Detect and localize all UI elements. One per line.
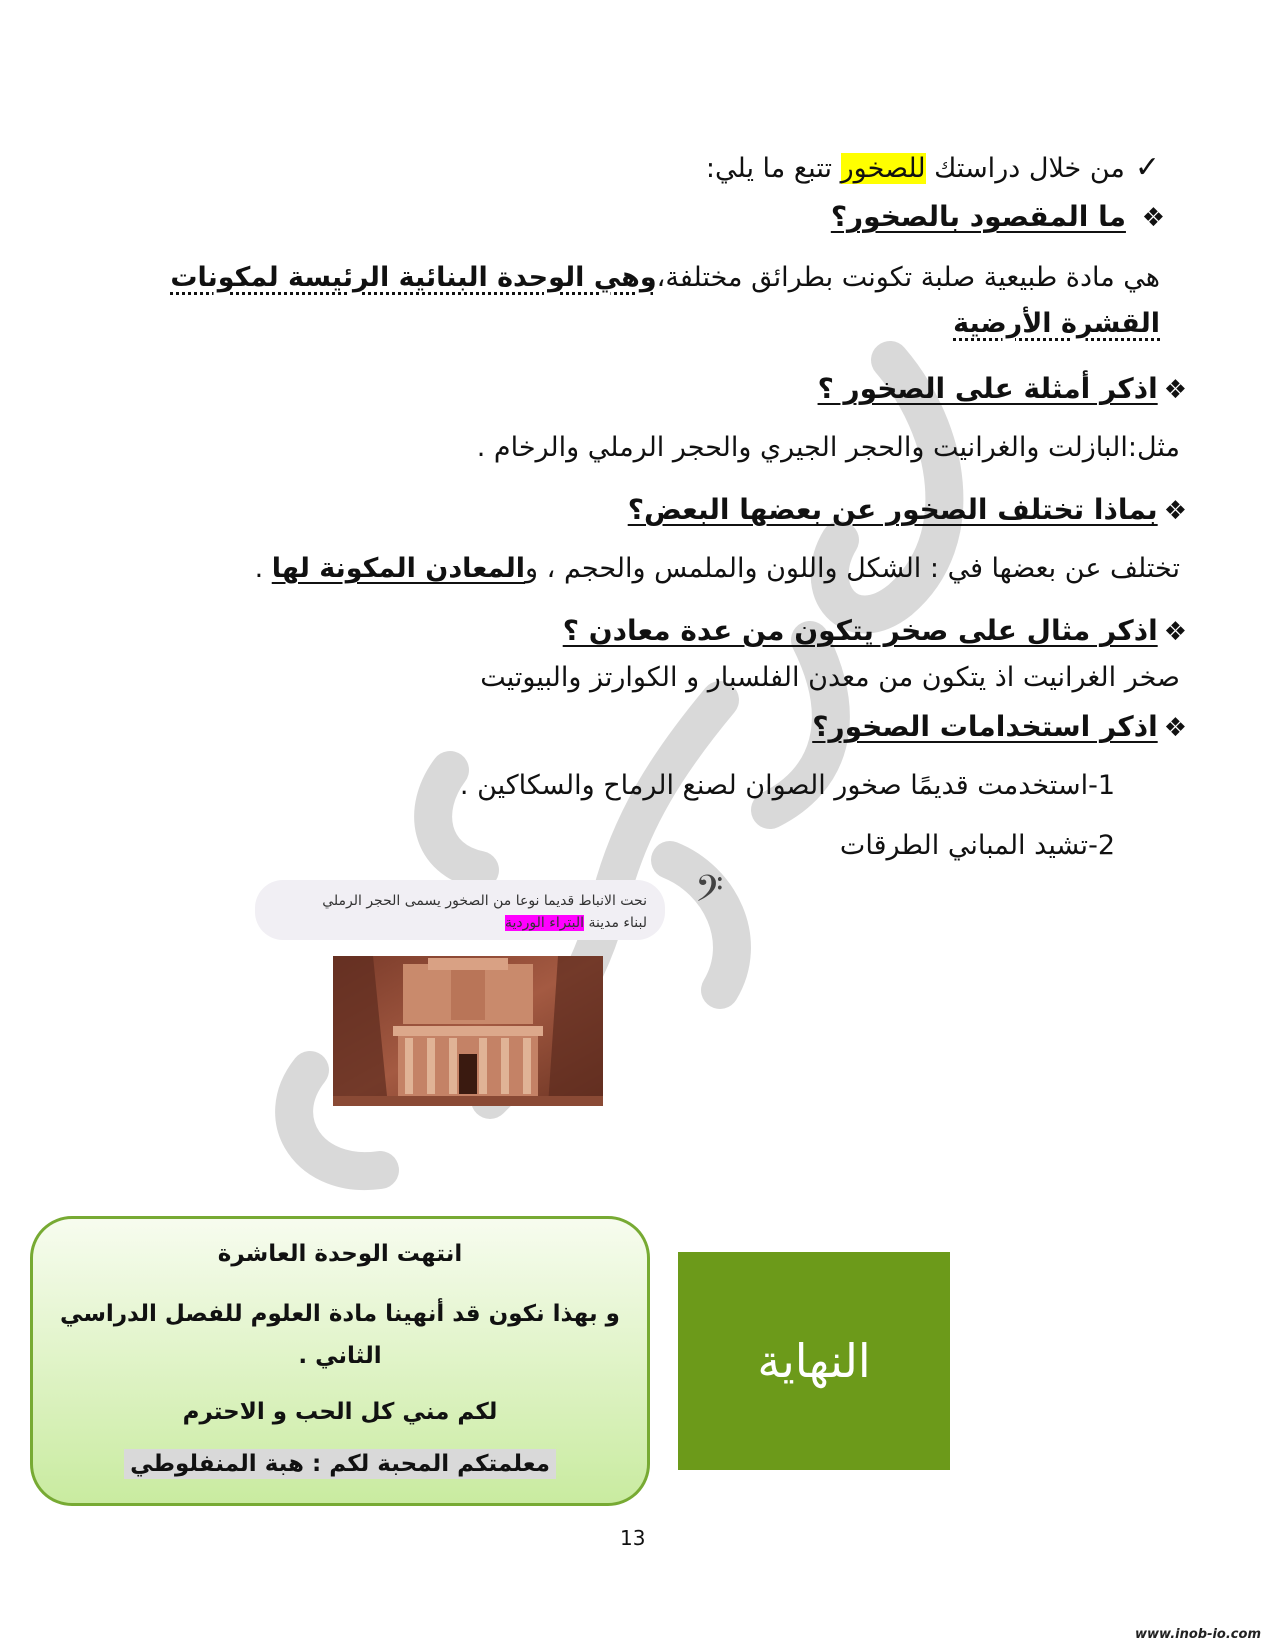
the-end-banner: النهاية	[678, 1252, 950, 1470]
intro-line: ✓من خلال دراستك للصخور تتبع ما يلي:	[705, 150, 1160, 185]
image-caption: نحت الانباط قديما نوعا من الصخور يسمى الحجر الرملي لبناء مدينة البتراء الوردية	[255, 880, 665, 940]
page-number: 13	[620, 1526, 646, 1550]
answer-1-line-2: القشرة الأرضية	[953, 308, 1160, 339]
answer-1-line-1: هي مادة طبيعية صلبة تكونت بطرائق مختلفة،وهي الوحدة البنائية الرئيسة لمكونات	[170, 262, 1160, 293]
end-message-box	[30, 1216, 650, 1506]
end-line-4: لكم مني كل الحب و الاحترم	[182, 1399, 498, 1425]
diamond-bullet-icon: ❖	[1141, 203, 1165, 233]
check-icon: ✓	[1134, 150, 1160, 185]
end-line-3: الثاني .	[298, 1343, 382, 1369]
question-2: ❖اذكر أمثلة على الصخور ؟	[817, 372, 1187, 405]
diamond-bullet-icon: ❖	[1163, 713, 1187, 743]
diamond-bullet-icon: ❖	[1163, 375, 1187, 405]
question-4: ❖اذكر مثال على صخر يتكون من عدة معادن ؟	[562, 614, 1187, 647]
diamond-bullet-icon: ❖	[1163, 617, 1187, 647]
end-line-1: انتهت الوحدة العاشرة	[217, 1241, 463, 1267]
question-3: ❖بماذا تختلف الصخور عن بعضها البعض؟	[627, 493, 1187, 526]
end-line-2: و بهذا نكون قد أنهينا مادة العلوم للفصل الدراسي	[60, 1301, 620, 1327]
bass-clef-icon: 𝄢	[695, 868, 724, 919]
end-line-5: معلمتكم المحبة لكم : هبة المنفلوطي	[33, 1451, 647, 1477]
question-1: ❖ ما المقصود بالصخور؟	[830, 200, 1165, 233]
answer-5-item-2: 2-تشيد المباني الطرقات	[839, 830, 1115, 861]
website-url: www.inob-io.com	[1135, 1627, 1261, 1642]
answer-5-item-1: 1-استخدمت قديمًا صخور الصوان لصنع الرماح والسكاكين .	[459, 770, 1115, 801]
diamond-bullet-icon: ❖	[1163, 496, 1187, 526]
answer-4: صخر الغرانيت اذ يتكون من معدن الفلسبار و الكوارتز والبيوتيت	[480, 662, 1180, 693]
answer-3: تختلف عن بعضها في : الشكل واللون والملمس والحجم ، والمعادن المكونة لها .	[254, 553, 1180, 584]
answer-2: مثل:البازلت والغرانيت والحجر الجيري والحجر الرملي والرخام .	[476, 432, 1180, 463]
question-5: ❖اذكر استخدامات الصخور؟	[812, 710, 1187, 743]
petra-treasury-image	[333, 956, 603, 1106]
